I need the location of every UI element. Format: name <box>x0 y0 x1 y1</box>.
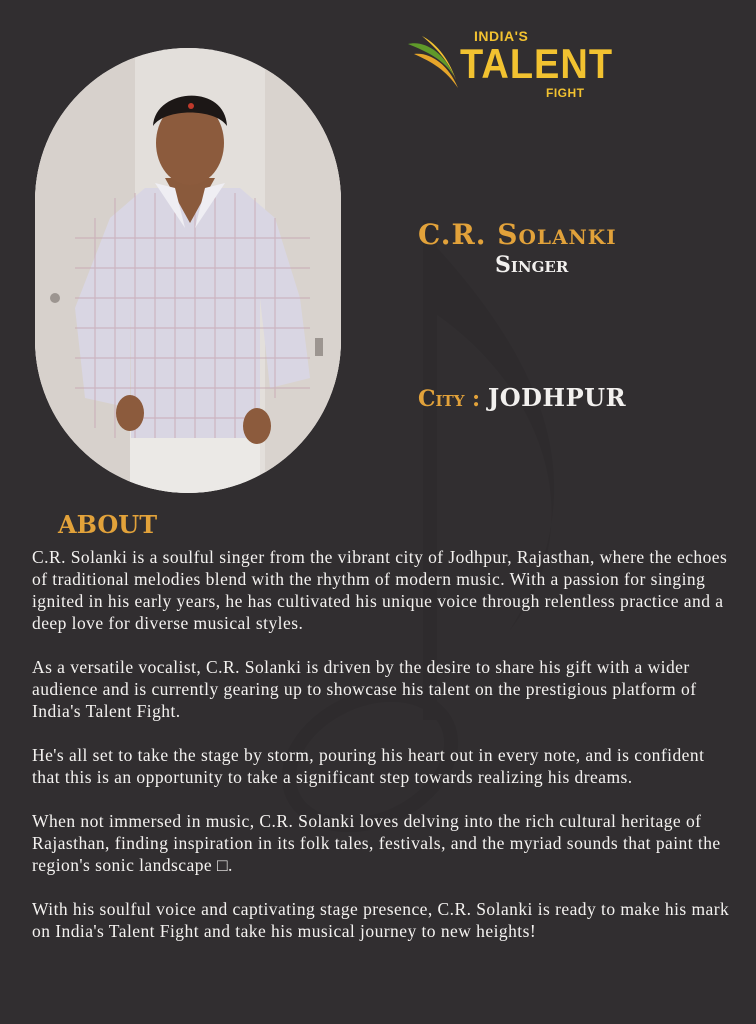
about-paragraph-4: When not immersed in music, C.R. Solanki loves delving into the rich cultural heritage of Rajasthan, finding inspiration in its folk tales, festivals, and the myriad sounds that paint the region's sonic landscape □. <box>32 811 721 875</box>
city-label: City : <box>418 386 481 412</box>
about-paragraph-5: With his soulful voice and captivating stage presence, C.R. Solanki is ready to make his mark on India's Talent Fight and take his musical journey to new heights! <box>32 899 730 941</box>
artist-role: Singer <box>495 252 569 278</box>
about-paragraph-3: He's all set to take the stage by storm, pouring his heart out in every note, and is confident that this is an opportunity to take a significant step towards realizing his dreams. <box>32 745 705 787</box>
about-paragraph-2: As a versatile vocalist, C.R. Solanki is driven by the desire to share his gift with a wider audience and is currently gearing up to showcase his talent on the prestigious platform of India's Talent Fight. <box>32 657 697 721</box>
artist-name: C.R. Solanki <box>418 218 617 251</box>
logo-line-1: INDIA'S <box>474 28 529 44</box>
logo-line-3: FIGHT <box>546 86 585 100</box>
indias-talent-fight-logo <box>404 26 614 106</box>
about-paragraph-1: C.R. Solanki is a soulful singer from the vibrant city of Jodhpur, Rajasthan, where the echoes of traditional melodies blend with the rhythm of modern music. With a passion for singing ignited in his early years, he has cultivated his unique voice through relentless practice and a deep love for diverse musical styles. <box>32 547 728 633</box>
about-heading: ABOUT <box>58 510 158 539</box>
city-row <box>418 383 626 412</box>
city-value: JODHPUR <box>487 383 627 412</box>
about-text <box>32 546 732 964</box>
logo-line-2: TALENT <box>460 41 614 89</box>
person-photo-illustration <box>35 48 341 493</box>
profile-photo <box>35 48 341 493</box>
